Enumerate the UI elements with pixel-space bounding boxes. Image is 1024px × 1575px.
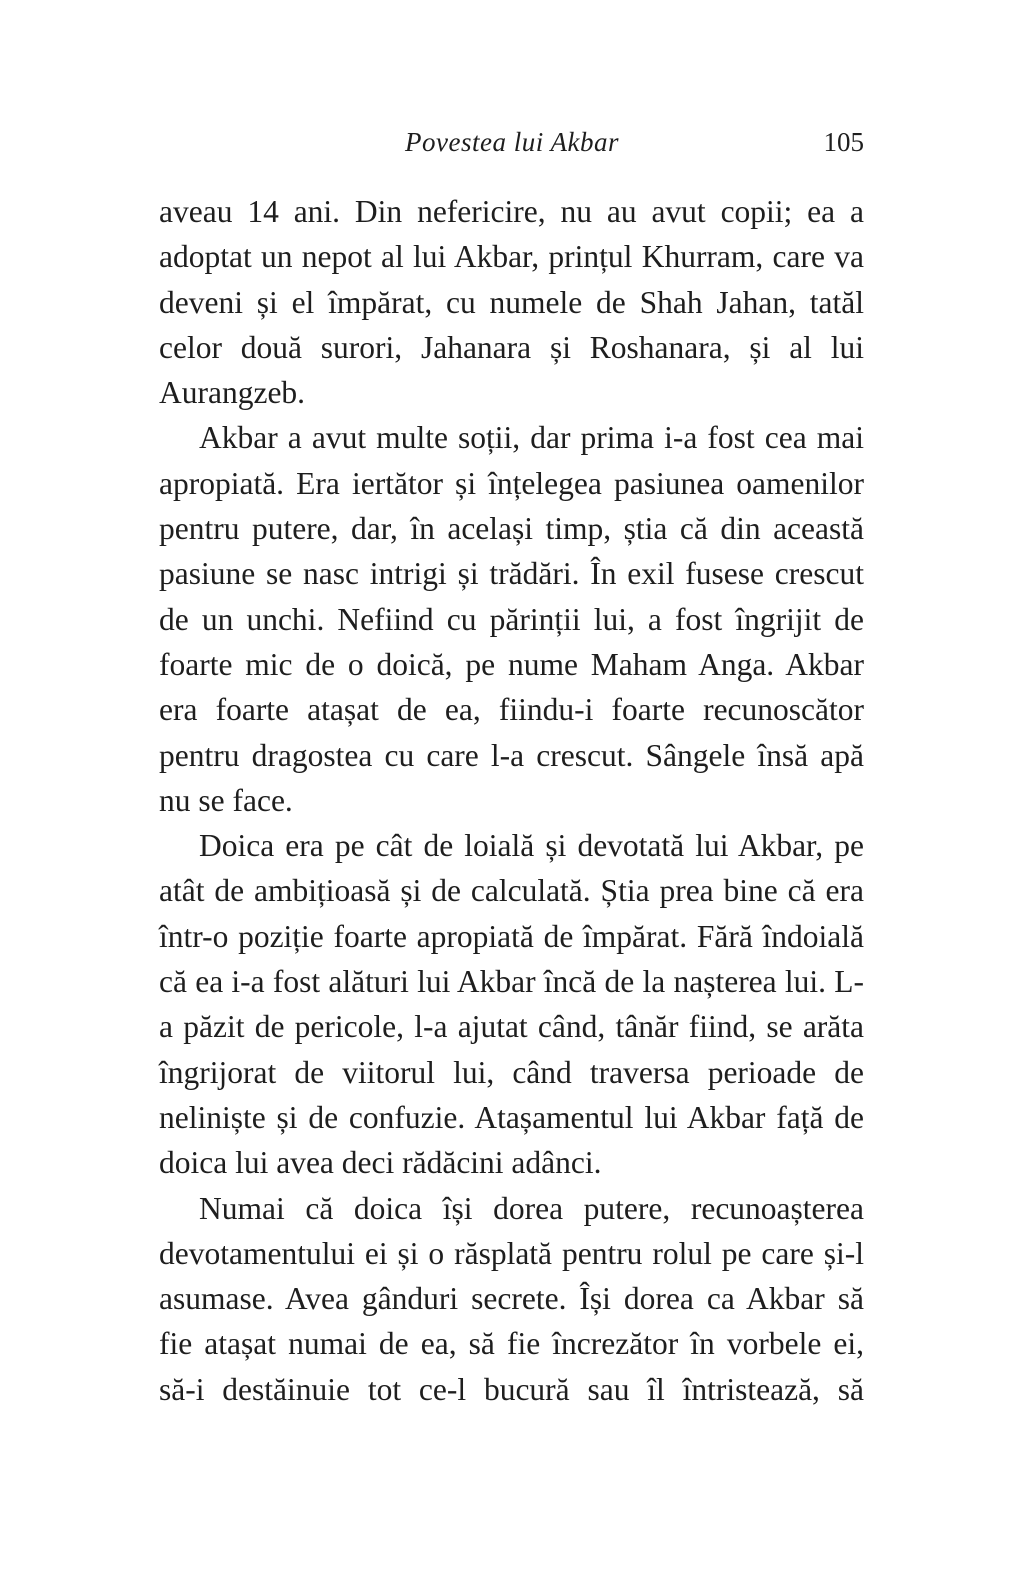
running-title: Povestea lui Akbar xyxy=(405,127,619,157)
paragraph-2: Akbar a avut multe soții, dar prima i-a fost cea mai apropiată. Era iertător și înțelegea pasiunea oamenilor pentru putere, dar, în același timp, știa că din această pasiune se nasc intrigi și trădări. În exil fusese crescut de un unchi. Nefiind cu părinții lui, a fost îngrijit de foarte mic de o doică, pe nume Maham Anga. Akbar era foarte atașat de ea, fiindu-i foarte recunoscător pentru dragostea cu care l-a crescut. Sângele însă apă nu se face. xyxy=(159,420,864,818)
paragraph-4: Numai că doica își dorea putere, recunoașterea devotamentului ei și o răsplată pentru rolul pe care și-l asumase. Avea gânduri secrete. Își dorea ca Akbar să fie atașat numai de ea, să fie încrezător în vorbele ei, să-i destăinuie tot ce-l bucură sau îl întristează, să xyxy=(159,1190,864,1407)
body-text xyxy=(159,189,864,1412)
paragraph-3: Doica era pe cât de loială și devotată lui Akbar, pe atât de ambițioasă și de calculată. Știa prea bine că era într-o poziție foarte apropiată de împărat. Fără îndoială că ea i-a fost alături lui Akbar încă de la nașterea lui. L-a păzit de pericole, l-a ajutat când, tânăr fiind, se arăta îngrijorat de viitorul lui, când traversa perioade de neliniște și de confuzie. Atașamentul lui Akbar față de doica lui avea deci rădăcini adânci. xyxy=(159,828,864,1181)
running-head xyxy=(160,120,864,164)
paragraph-1: aveau 14 ani. Din nefericire, nu au avut copii; ea a adoptat un nepot al lui Akbar, prințul Khurram, care va deveni și el împărat, cu numele de Shah Jahan, tatăl celor două surori, Jahanara și Roshanara, și al lui Aurangzeb. xyxy=(159,194,864,411)
page-number: 105 xyxy=(823,127,864,157)
